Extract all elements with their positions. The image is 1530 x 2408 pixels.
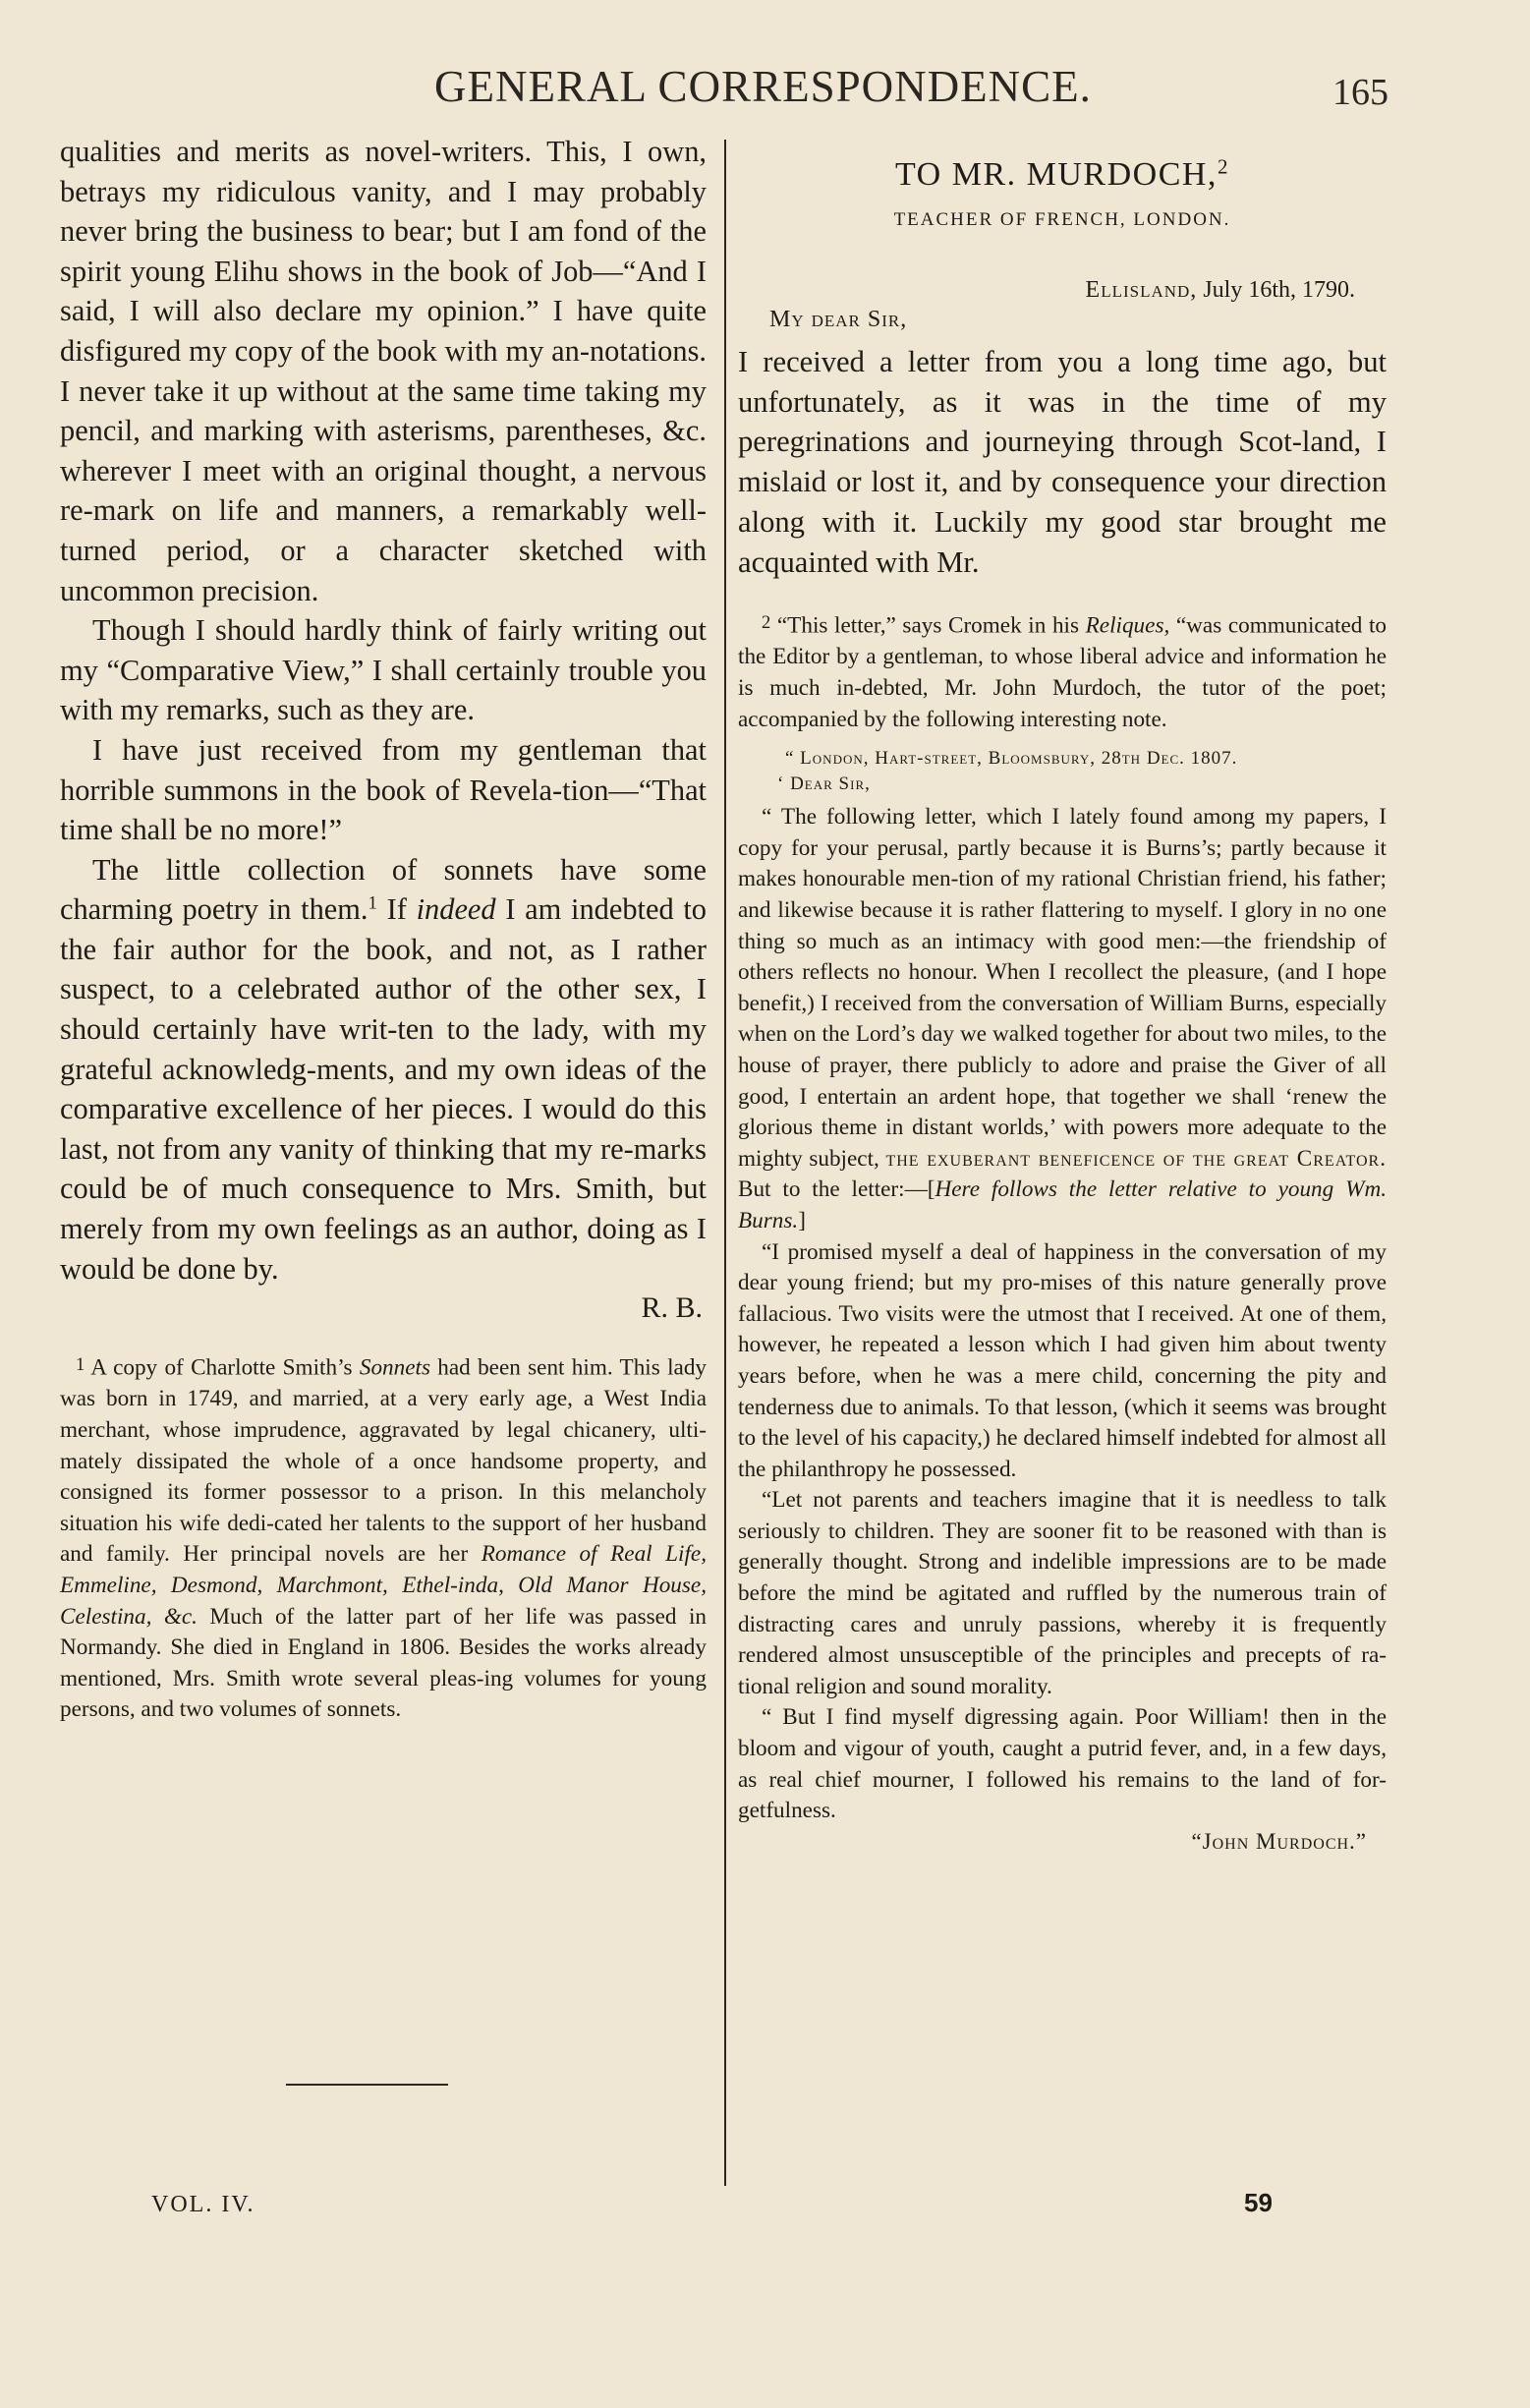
letter-subtitle: TEACHER OF FRENCH, LONDON. <box>893 209 1231 230</box>
footnote-2-emphasis: Reliques, <box>1085 612 1170 639</box>
footnote-ref-1: 1 <box>368 892 377 914</box>
dateline-date: July 16th, 1790. <box>1197 277 1355 303</box>
footnote-2-mark: 2 <box>762 612 771 634</box>
footnote-2-text-b: “was communicated to the Editor by a gentleman, to whose liberal advice and information he is much in-debted, Mr. John Murdoch, the tutor of the poet; accompanied by the following interesting note. <box>738 612 1387 732</box>
footnote-signature: “John Murdoch.” <box>1191 1828 1367 1854</box>
letter-title-text: TO MR. MURDOCH, <box>895 156 1218 193</box>
footnote-paragraph-1 <box>738 802 1387 1236</box>
footnote-paragraph-1-text-b: But to the letter:—[ <box>738 1176 935 1203</box>
sheet-number: 59 <box>1244 2188 1273 2217</box>
footnote-1-mark: 1 <box>76 1354 85 1376</box>
paragraph-1: qualities and merits as novel-writers. This, I own, betrays my ridiculous vanity, and I may probably never bring the business to bear; but I am fond of the spirit young Elihu shows in the book of Job—“And I said, I will also declare my opinion.” I have quite disfigured my copy of the book with my an-notations. I never take it up without at the same time taking my pencil, and marking with asterisms, parentheses, &c. wherever I meet with an original thought, a nervous re-mark on life and manners, a remarkably well-turned period, or a character sketched with uncommon precision. <box>60 135 707 607</box>
footnote-1-emphasis-sonnets: Sonnets <box>359 1354 430 1381</box>
column-divider <box>724 140 726 2186</box>
footnote-1-emphasis-novels: Romance of Real Life, Emmeline, Desmond, Marchmont, Ethel-inda, Old Manor House, Celestina, &c. <box>60 1541 708 1630</box>
column-end-rule <box>286 2084 448 2086</box>
left-column <box>60 132 707 1726</box>
footnote-address: “ London, Hart-street, Bloomsbury, 28th Dec. 1807. <box>785 748 1238 770</box>
running-head: GENERAL CORRESPONDENCE. <box>434 62 1092 111</box>
footnote-paragraph-3: “Let not parents and teachers imagine that it is needless to talk seriously to children. They are sooner fit to be reasoned with than is generally thought. Strong and indelible impressions are to be made before the mind be agitated and ruffled by the numerous train of distracting cares and unruly passions, whereby it is frequently rendered almost unsusceptible of the principles and precepts of ra-tional religion and sound morality. <box>738 1487 1387 1699</box>
footnote-paragraph-1-caps: the exuberant beneficence of the great Creator. <box>885 1145 1387 1172</box>
footnote-paragraph-1-text-c: ] <box>798 1207 806 1233</box>
letter-title <box>738 153 1387 197</box>
footnote-1-text-c: Much of the latter part of her life was passed in Normandy. She died in England in 1806. Besides the works already mentioned, Mrs. Smith wrote several pleas-ing volumes for young persons, and two volumes of sonnets. <box>60 1603 707 1723</box>
footnote-2-text-a: “This letter,” says Cromek in his <box>770 612 1086 639</box>
salutation: My dear Sir, <box>769 307 908 332</box>
dateline-place: Ellisland, <box>1085 277 1198 303</box>
footnote-1 <box>60 1349 707 1726</box>
footnote-paragraph-4: “ But I find myself digressing again. Poor William! then in the bloom and vigour of youth, caught a putrid fever, and, in a few days, as real chief mourner, I followed his remains to the land of for-getfulness. <box>738 1704 1387 1824</box>
paragraph-4-text-a: The little collection of sonnets have some charming poetry in them. <box>60 852 707 927</box>
footnote-1-text-b: had been sent him. This lady was born in 1749, and married, at a very early age, a West India merchant, whose imprudence, aggravated by legal chicanery, ulti-mately dissipated the whole of a once handsome property, and consigned its former possessor to a prison. In this melancholy situation his wife dedi-cated her talents to the support of her husband and family. Her principal novels are her <box>60 1354 708 1568</box>
volume-label: VOL. IV. <box>151 2192 255 2217</box>
footnote-paragraph-2: “I promised myself a deal of happiness in the conversation of my dear young friend; but my pro-mises of this nature generally prove fallacious. Two visits were the utmost that I received. At one of them, however, he repeated a lesson which I had given him about twenty years before, when he was a mere child, concerning the pity and tenderness due to animals. To that lesson, (which it seems was brought to the level of his capacity,) he declared himself indebted for almost all the philanthropy he possessed. <box>738 1238 1387 1482</box>
dateline <box>738 275 1355 305</box>
paragraph-2: Though I should hardly think of fairly writing out my “Comparative View,” I shall certainly trouble you with my remarks, such as they are. <box>60 613 707 727</box>
paragraph-4-text-c: I am indebted to the fair author for the book, and not, as I rather suspect, to a celebrated author of the other sex, I should certainly have writ-ten to the lady, with my grateful acknowledg-ments, and my own ideas of the comparative excellence of her pieces. I would do this last, not from any vanity of thinking that my re-marks could be of much consequence to Mrs. Smith, but merely from my own feelings as an author, doing as I would be done by. <box>60 892 707 1286</box>
footnote-1-text-a: A copy of Charlotte Smith’s <box>85 1354 360 1381</box>
footnote-paragraph-1-emphasis: Here follows the letter relative to young Wm. Burns. <box>738 1176 1387 1233</box>
footnote-paragraph-1-text-a: “ The following letter, which I lately found among my papers, I copy for your perusal, partly because it is Burns’s; partly because it makes honourable men-tion of my rational Christian friend, his father; and likewise because it is rather flattering to myself. I glory in no one thing so much as an intimacy with good men:—the friendship of others reflects no honour. When I recollect the pleasure, (and I hope benefit,) I received from the conversation of William Burns, especially when on the Lord’s day we walked together for about two miles, to the house of prayer, there publicly to adore and praise the Giver of all good, I entertain an ardent hope, that together we shall ‘renew the glorious theme in distant worlds,’ with powers more adequate to the mighty subject, <box>738 804 1387 1172</box>
right-column <box>738 132 1387 1857</box>
paragraph-4-text-b: If <box>376 892 417 927</box>
signature-initials: R. B. <box>641 1291 703 1325</box>
letter-body: I received a letter from you a long time ago, but unfortunately, as it was in the time of my peregrinations and journeying through Scot-land, I mislaid or lost it, and by consequence your direction along with it. Luckily my good star brought me acquainted with Mr. <box>738 345 1387 579</box>
paragraph-3: I have just received from my gentleman that horrible summons in the book of Revela-tion—“That time shall be no more!” <box>60 732 707 847</box>
paragraph-4-emphasis: indeed <box>416 892 496 927</box>
page-number: 165 <box>1332 72 1388 113</box>
paragraph-4 <box>60 850 707 1290</box>
footnote-salutation: ‘ Dear Sir, <box>777 774 871 795</box>
footnote-2 <box>738 607 1387 735</box>
footnote-ref-2: 2 <box>1217 154 1229 179</box>
